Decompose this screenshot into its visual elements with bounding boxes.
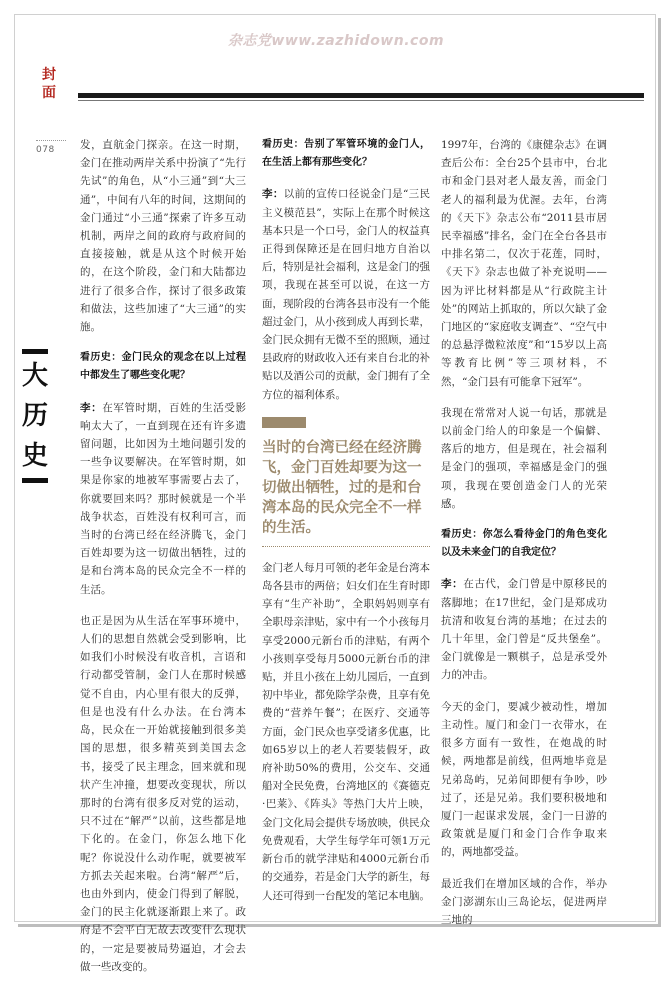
paragraph: 金门老人每月可领的老年金是台湾本岛各县市的两倍；妇女们在生育时即享有“生产补助”，全职妈妈则享有全职母亲津贴，家中有一个小孩每月享受2000元新台币的津贴，有两个小孩则享受每月5000元新台币的津贴，并且小孩在上幼儿园后，一直到初中毕业，都免除学杂费，且享有免费的“营养午餐”；在医疗、交通等方面，金门民众也享受诸多优惠，比如65岁以上的老人若要装假牙，政府补助50%的费用，公交车、交通船对全民免费，台湾地区的《赛德克·巴莱》、《阵头》等热门大片上映，金门文化局会提供专场放映，供民众免费观看，大学生每学年可领1万元新台币的就学津贴和4000元新台币的交通券，若是金门大学的新生，每人还可得到一台配发的笔记本电脑。 — [262, 561, 430, 902]
text-column-1 — [80, 136, 246, 989]
page-number-divider — [36, 140, 66, 141]
interview-answer — [262, 185, 430, 403]
column-title-char: 大 — [21, 361, 48, 391]
speaker-label: 李： — [80, 401, 103, 414]
section-label: 封面 — [42, 67, 56, 101]
interview-question: 看历史：你怎么看待金门的角色变化以及未来金门的自我定位？ — [441, 529, 607, 559]
paragraph: 1997年，台湾的《康健杂志》在调查后公布：全台25个县市中，台北市和金门县对老人最友善，而金门老人的福利最为优渥。去年，台湾的《天下》杂志公布“2011县市居民幸福感”排名，金门在全台各县市中排名第二，仅次于花莲，同时，《天下》杂志也做了补充说明——因为评比材料都是从“行政院主计处”的网站上抓取的，所以欠缺了金门地区的“家庭收支调查”、“空气中的总悬浮微粒浓度”和“15岁以上高等教育比例”等三项材料，不然，“金门县有可能拿下冠军”。 — [441, 139, 607, 388]
answer-text: 在古代，金门曾是中原移民的落脚地；在17世纪，金门是郑成功抗清和收复台湾的基地；在过去的几十年里，金门曾是“反共堡垒”。金门就像是一颗棋子，总是承受外力的冲击。 — [441, 578, 608, 682]
column-title-char: 历 — [21, 401, 48, 431]
speaker-label: 李： — [441, 578, 464, 591]
answer-text: 在军管时期，百姓的生活受影响太大了，一直到现在还有许多遗留问题，比如因为土地问题引发的一些争议要解决。在军管时期，如果是你家的地被军事需要占去了，你就要回来吗？那时候就是一个半战争状态，百姓没有权利可言，而当时的台湾已经在经济腾飞，金门百姓却要为这一切做出牺牲，过的是和台湾本岛的民众完全不一样的生活。 — [80, 401, 247, 596]
text-column-2 — [262, 136, 430, 918]
paragraph: 我现在常常对人说一句话，那就是以前金门给人的印象是一个偏僻、落后的地方，但是现在，社会福利是金门的强项，幸福感是金门的强项，我现在要创造金门人的光荣感。 — [441, 406, 607, 510]
paragraph: 发，直航金门探亲。在这一时期，金门在推动两岸关系中扮演了“先行先试”的角色，从“小三通”到“大三通”，中间有八年的时间，这期间的金门通过“小三通”探索了许多互动机制，两岸之间的政府与政府间的直接接触，就是从这个时候开始的，在这个阶段，金门和大陆都边进行了很多合作，探讨了很多政策和做法，这些加速了“大三通”的实施。 — [80, 139, 246, 334]
column-title-bar-bottom — [22, 478, 48, 483]
header-rule — [78, 93, 644, 98]
interview-question: 看历史：告别了军管环境的金门人，在生活上都有那些变化？ — [262, 139, 430, 169]
paragraph: 最近我们在增加区域的合作，举办金门澎湖东山三岛论坛，促进两岸三地的 — [441, 877, 607, 926]
header-rule-thin — [78, 100, 644, 101]
interview-answer — [80, 399, 246, 599]
column-title-char: 史 — [21, 441, 48, 471]
watermark: 杂志党www.zazhidown.com — [227, 33, 445, 49]
interview-question: 看历史：金门民众的观念在以上过程中都发生了哪些变化呢？ — [80, 352, 246, 382]
paragraph: 也正是因为从生活在军事环境中，人们的思想自然就会受到影响，比如我们小时候没有收音机，言语和行动都受管制，金门人在那时候感觉不自由，内心里有很大的反弹，但是也没有什么办法。在台湾本岛，民众在一开始就接触到很多美国的思想，很多精英到美国去念书，接受了民主理念，回来就和现状产生冲撞，想要改变现状，所以那时的台湾有很多反对党的运动，只不过在“解严”以前，这些都是地下化的。在金门，你怎么地下化呢？你说没什么动作呢，就要被军方抓去关起来啦。台湾“解严”后，也由外到内，使金门得到了解脱，金门的民主化就逐渐跟上来了。政府是不会平白无故去改变什么现状的，一定是要被局势逼迫，才会去做一些改变的。 — [80, 614, 246, 973]
pull-quote-marker — [262, 417, 306, 428]
column-title-bar-top — [22, 349, 48, 354]
interview-answer — [441, 575, 607, 684]
page-number: 078 — [36, 145, 55, 155]
pull-quote: 当时的台湾已经在经济腾飞，金门百姓却要为这一切做出牺牲，过的是和台湾本岛的民众完全不一样的生活。 — [262, 438, 422, 536]
answer-text: 以前的宣传口径说金门是“三民主义模范县”，实际上在那个时候这基本只是一个口号，金门人的权益真正得到保障还是在回归地方自治以后，特别是社会福利，这是金门的强项，我现在甚至可以说，在这一方面，现阶段的台湾各县市没有一个能超过金门，从小孩到成人再到长辈，金门民众拥有无微不至的照顾，通过县政府的财政收入还有来自台北的补贴以及酒公司的贡献，金门拥有了全方位的福利体系。 — [262, 188, 430, 401]
speaker-label: 李： — [262, 188, 284, 201]
paragraph: 今天的金门，要减少被动性，增加主动性。厦门和金门一衣带水，在很多方面有一致性，在炮战的时候，两地都是前线，但两地毕竟是兄弟岛屿，兄弟间即便有争吵，吵过了，还是兄弟。我们要积极地和厦门一起谋求发展，金门一日游的政策就是厦门和金门合作争取来的，两地都受益。 — [441, 700, 607, 859]
text-column-3 — [441, 136, 607, 942]
pull-quote-rule — [262, 546, 430, 547]
column-title — [18, 347, 52, 485]
